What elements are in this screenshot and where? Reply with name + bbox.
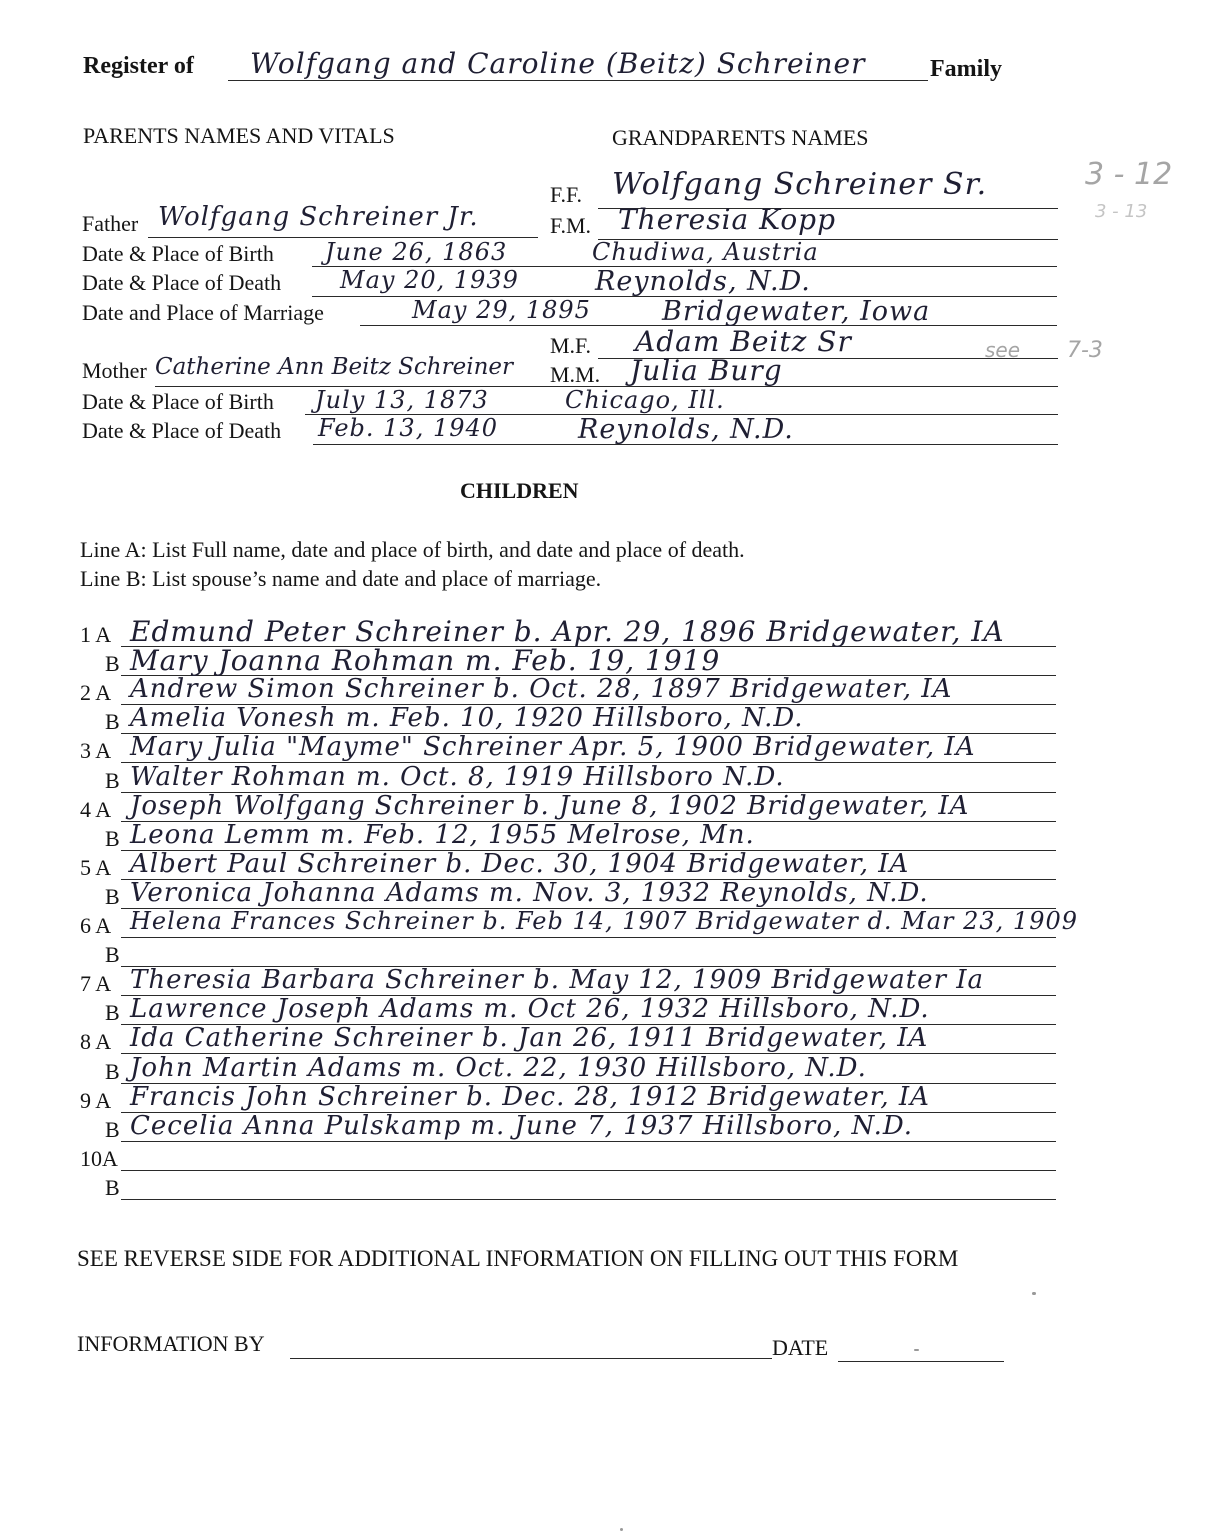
child-b-label: B	[105, 883, 120, 909]
date-label: DATE	[772, 1335, 829, 1360]
father-name: Wolfgang Schreiner Jr.	[158, 202, 479, 232]
mm-value: Julia Burg	[630, 354, 783, 387]
family-name-line	[228, 80, 928, 81]
instruction-line-b: Line B: List spouse’s name and date and place of marriage.	[80, 566, 602, 591]
margin-note-3: see	[985, 338, 1021, 362]
family-label: Family	[930, 56, 1002, 82]
parents-heading: PARENTS NAMES AND VITALS	[83, 123, 395, 148]
instruction-line-a: Line A: List Full name, date and place of birth, and date and place of death.	[80, 537, 745, 562]
child-line-b-value[interactable]: Mary Joanna Rohman m. Feb. 19, 1919	[130, 644, 721, 678]
child-line-a-value[interactable]: Edmund Peter Schreiner b. Apr. 29, 1896 Bridgewater, IA	[130, 615, 1005, 648]
father-birth-date: June 26, 1863	[325, 238, 508, 266]
grandparents-heading: GRANDPARENTS NAMES	[612, 125, 869, 150]
father-marriage-date: May 29, 1895	[412, 296, 591, 324]
child-line-a-value[interactable]: Albert Paul Schreiner b. Dec. 30, 1904 Bridgewater, IA	[130, 848, 910, 879]
child-b-label: B	[105, 767, 120, 793]
mother-label: Mother	[82, 358, 147, 383]
child-line-a-value[interactable]: Ida Catherine Schreiner b. Jan 26, 1911 Bridgewater, IA	[130, 1023, 929, 1054]
child-number: 7 A	[80, 971, 112, 997]
date-line	[838, 1361, 1004, 1362]
fm-value: Theresia Kopp	[618, 203, 837, 236]
child-line-b-value[interactable]: Cecelia Anna Pulskamp m. June 7, 1937 Hillsboro, N.D.	[130, 1110, 914, 1141]
mother-death-place: Reynolds, N.D.	[578, 414, 794, 445]
father-birth-place: Chudiwa, Austria	[592, 238, 819, 266]
margin-note-4: 7-3	[1067, 338, 1103, 363]
child-b-label: B	[105, 651, 120, 677]
child-b-label: B	[105, 1174, 120, 1200]
child-b-label: B	[105, 1058, 120, 1084]
information-by-label: INFORMATION BY	[77, 1331, 265, 1356]
mother-death-date: Feb. 13, 1940	[318, 414, 499, 442]
child-number: 6 A	[80, 913, 112, 938]
child-number: 10A	[80, 1145, 118, 1171]
father-marriage-place: Bridgewater, Iowa	[662, 296, 931, 327]
reverse-side-note: SEE REVERSE SIDE FOR ADDITIONAL INFORMATION ON FILLING OUT THIS FORM	[77, 1246, 959, 1271]
children-heading: CHILDREN	[460, 478, 579, 503]
mm-label: M.M.	[550, 362, 601, 387]
family-name-value: Wolfgang and Caroline (Beitz) Schreiner	[250, 47, 866, 80]
scan-speck	[914, 1349, 919, 1351]
child-b-label: B	[105, 1116, 120, 1142]
ff-value: Wolfgang Schreiner Sr.	[612, 167, 988, 202]
child-line-a	[121, 937, 1056, 938]
ff-label: F.F.	[550, 182, 582, 207]
child-number: 3 A	[80, 738, 112, 764]
mf-label: M.F.	[550, 333, 592, 358]
child-line-b-value[interactable]: John Martin Adams m. Oct. 22, 1930 Hillsboro, N.D.	[130, 1052, 867, 1083]
child-number: 4 A	[80, 796, 112, 822]
child-line-b-value[interactable]: Lawrence Joseph Adams m. Oct 26, 1932 Hillsboro, N.D.	[130, 994, 930, 1025]
child-number: 8 A	[80, 1029, 112, 1055]
mother-death-label: Date & Place of Death	[82, 418, 282, 443]
child-number: 2 A	[80, 680, 112, 706]
child-line-b-value[interactable]: Leona Lemm m. Feb. 12, 1955 Melrose, Mn.	[130, 819, 755, 850]
mother-birth-place: Chicago, Ill.	[565, 386, 725, 414]
fm-label: F.M.	[550, 213, 592, 238]
child-b-label: B	[105, 709, 120, 735]
child-line-a-value[interactable]: Theresia Barbara Schreiner b. May 12, 1909 Bridgewater Ia	[130, 965, 985, 996]
child-line-b	[121, 1141, 1056, 1142]
child-line-a-value[interactable]: Andrew Simon Schreiner b. Oct. 28, 1897 Bridgewater, IA	[130, 674, 953, 705]
information-by-line	[290, 1358, 772, 1359]
mother-name: Catherine Ann Beitz Schreiner	[155, 354, 513, 380]
child-line-b-value[interactable]: Walter Rohman m. Oct. 8, 1919 Hillsboro N.D.	[130, 761, 785, 792]
child-line-a-value[interactable]: Mary Julia "Mayme" Schreiner Apr. 5, 1900 Bridgewater, IA	[130, 732, 976, 763]
child-line-b-value[interactable]: Veronica Johanna Adams m. Nov. 3, 1932 Reynolds, N.D.	[130, 877, 929, 908]
father-death-date: May 20, 1939	[340, 266, 519, 294]
child-line-a-value[interactable]: Helena Frances Schreiner b. Feb 14, 1907 Bridgewater d. Mar 23, 1909	[130, 907, 1078, 935]
child-number: 5 A	[80, 854, 112, 880]
mother-birth-date: July 13, 1873	[315, 386, 489, 414]
child-line-a	[121, 1170, 1056, 1171]
child-number: 1 A	[80, 622, 112, 647]
register-label: Register of	[83, 53, 194, 79]
margin-note-1: 3 - 12	[1085, 157, 1173, 192]
father-birth-label: Date & Place of Birth	[82, 241, 274, 266]
mother-birth-label: Date & Place of Birth	[82, 389, 274, 414]
child-number: 9 A	[80, 1087, 112, 1113]
child-b-label: B	[105, 825, 120, 851]
child-line-b	[121, 1199, 1056, 1200]
father-death-label: Date & Place of Death	[82, 270, 282, 295]
father-death-place: Reynolds, N.D.	[595, 266, 811, 297]
mf-value: Adam Beitz Sr	[635, 325, 852, 358]
scan-speck	[1032, 1292, 1036, 1295]
father-label: Father	[82, 211, 139, 236]
child-b-label: B	[105, 942, 120, 968]
child-line-b-value[interactable]: Amelia Vonesh m. Feb. 10, 1920 Hillsboro, N.D.	[130, 703, 804, 734]
child-b-label: B	[105, 1000, 120, 1026]
scan-speck	[620, 1528, 623, 1531]
child-line-a-value[interactable]: Francis John Schreiner b. Dec. 28, 1912 Bridgewater, IA	[130, 1081, 930, 1112]
margin-note-2: 3 - 13	[1095, 201, 1148, 222]
child-line-a-value[interactable]: Joseph Wolfgang Schreiner b. June 8, 1902 Bridgewater, IA	[130, 790, 970, 821]
father-marriage-label: Date and Place of Marriage	[82, 300, 324, 325]
